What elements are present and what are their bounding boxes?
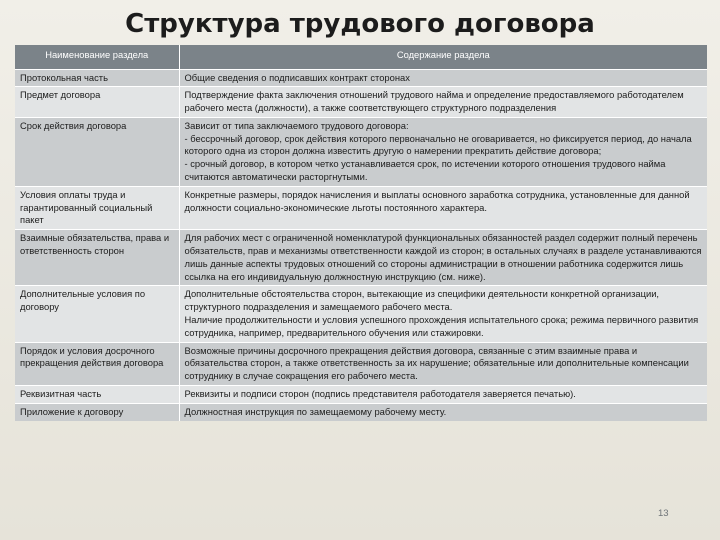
section-name-cell: Протокольная часть	[15, 69, 179, 87]
table-row	[15, 186, 707, 229]
section-content-cell: Подтверждение факта заключения отношений трудового найма и определение предоставляемого работодателем рабочего места (должности), а также соответствующего структурного подразделения	[179, 87, 707, 118]
page-number: 13	[658, 508, 669, 519]
section-content-cell: Дополнительные обстоятельства сторон, вытекающие из специфики деятельности конкретной организации, структурного подразделения и замещаемого рабочего места. Наличие продолжительности и условия успешного прохождения испытательного срока; режима первичного развития сотрудника, например, предварительного обучения или стажировки.	[179, 286, 707, 342]
section-content-cell: Общие сведения о подписавших контракт сторонах	[179, 69, 707, 87]
table-row	[15, 286, 707, 342]
table-row	[15, 342, 707, 385]
section-content-cell: Реквизиты и подписи сторон (подпись представителя работодателя заверяется печатью).	[179, 386, 707, 404]
section-content-cell: Для рабочих мест с ограниченной номенклатурой функциональных обязанностей раздел содержит полный перечень обязательств, прав и механизмы ответственности каждой из сторон; в остальных случаях в разделе устанавливаются лишь данные аспекты трудовых отношений со стороны администрации в отношении работника содержится лишь ссылка на его индивидуальную должностную инструкцию (см. ниже).	[179, 230, 707, 286]
section-name-cell: Предмет договора	[15, 87, 179, 118]
header-section-content: Содержание раздела	[179, 45, 707, 69]
section-content-cell: Зависит от типа заключаемого трудового договора: - бессрочный договор, срок действия которого первоначально не оговаривается, но фиксируется период, до начала которого одна из сторон должна известить другую о намерении прекратить действие договора; - срочный договор, в котором четко устанавливается срок, по истечении которого отношения трудового найма считаются автоматически расторгнутыми.	[179, 117, 707, 186]
table-row	[15, 69, 707, 87]
table-row	[15, 87, 707, 118]
section-name-cell: Дополнительные условия по договору	[15, 286, 179, 342]
section-content-cell: Возможные причины досрочного прекращения действия договора, связанные с этим взаимные права и обязательства сторон, а также ответственность за их нарушение; обязательные или дополнительные компенсации сотруднику в случае сокращения его рабочего места.	[179, 342, 707, 385]
section-name-cell: Взаимные обязательства, права и ответственность сторон	[15, 230, 179, 286]
table-row	[15, 117, 707, 186]
table-header-row	[15, 45, 707, 69]
section-content-cell: Должностная инструкция по замещаемому рабочему месту.	[179, 403, 707, 420]
table-row	[15, 386, 707, 404]
slide-title: Структура трудового договора	[125, 9, 595, 39]
section-name-cell: Порядок и условия досрочного прекращения действия договора	[15, 342, 179, 385]
table-row	[15, 230, 707, 286]
section-name-cell: Приложение к договору	[15, 403, 179, 420]
section-name-cell: Условия оплаты труда и гарантированный социальный пакет	[15, 186, 179, 229]
section-name-cell: Срок действия договора	[15, 117, 179, 186]
section-name-cell: Реквизитная часть	[15, 386, 179, 404]
contract-structure-table	[15, 45, 707, 421]
header-section-name: Наименование раздела	[15, 45, 179, 69]
table-row	[15, 403, 707, 420]
section-content-cell: Конкретные размеры, порядок начисления и выплаты основного заработка сотрудника, установленные для данной должности социально-экономические льготы постоянного характера.	[179, 186, 707, 229]
